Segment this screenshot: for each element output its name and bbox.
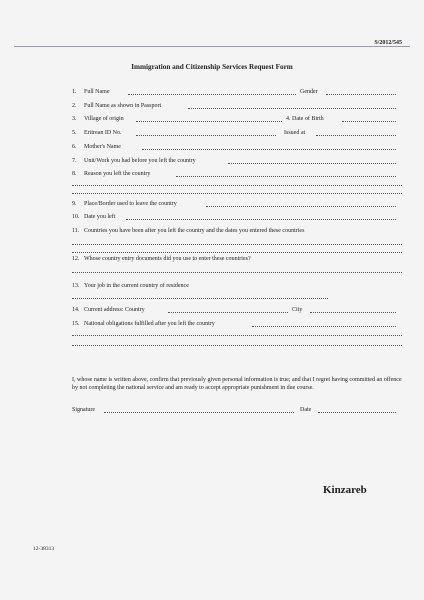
field-number: 1. [72,89,77,95]
field-label: Unit/Work you had before you left the country [84,158,196,164]
dob-label: 4. Date of Birth [286,116,324,122]
obligations-line-2[interactable] [72,330,402,336]
field-label: Current address: Country [84,307,145,313]
field-label: Whose country entry documents did you use to enter these countries? [84,256,251,262]
country-line[interactable] [168,307,288,313]
city-label: City [292,307,303,313]
field-number: 13. [72,283,80,289]
dob-line[interactable] [342,116,396,122]
field-number: 14. [72,307,80,313]
countries-line-1[interactable] [72,239,402,245]
city-line[interactable] [310,307,396,313]
field-number: 12. [72,256,80,262]
date-left-line[interactable] [126,214,396,220]
gender-line[interactable] [326,89,396,95]
mother-name-line[interactable] [142,144,396,150]
field-label: Eritrean ID No. [84,130,122,136]
countries-line-2[interactable] [72,247,402,253]
gender-label: Gender [300,89,318,95]
unit-work-line[interactable] [228,158,396,164]
field-number: 9. [72,201,77,207]
signature-line[interactable] [104,407,294,413]
field-number: 11. [72,228,80,234]
reason-line-1[interactable] [176,171,396,177]
field-label: National obligations fulfilled after you left the country [84,321,215,327]
footer-code: 12-38313 [33,546,55,552]
field-number: 5. [72,130,77,136]
entry-documents-line[interactable] [72,267,402,273]
reason-line-2[interactable] [72,180,402,186]
field-label: Countries you have been after you left the country and the dates you entered these countries [84,228,305,234]
field-number: 6. [72,144,77,150]
top-rule [14,46,410,47]
issued-at-label: Issued at [284,130,306,136]
field-number: 15. [72,321,80,327]
date-label: Date [300,407,312,413]
id-line[interactable] [136,130,276,136]
date-line[interactable] [318,407,396,413]
issued-at-line[interactable] [316,130,396,136]
reason-line-3[interactable] [72,188,402,194]
field-label: Your job in the current country of residence [84,283,189,289]
field-label: Full Name as shown in Passport [84,103,162,109]
stamp-name: Kinzareb [323,484,367,496]
field-label: Full Name [84,89,110,95]
field-label: Date you left [84,214,116,220]
field-label: Village of origin [84,116,124,122]
field-number: 8. [72,171,77,177]
field-label: Reason you left the country [84,171,151,177]
field-number: 2. [72,103,77,109]
current-job-line[interactable] [72,293,328,299]
place-border-line[interactable] [206,201,396,207]
field-number: 3. [72,116,77,122]
field-label: Mother's Name [84,144,121,150]
passport-name-line[interactable] [188,103,396,109]
signature-label: Signature [72,407,95,413]
village-line[interactable] [136,116,282,122]
full-name-line[interactable] [128,89,296,95]
field-number: 10. [72,214,80,220]
form-title: Immigration and Citizenship Services Request Form [131,63,293,71]
document-reference: S/2012/545 [374,40,402,46]
declaration-text: I, whose name is written above, confirm that previously given personal information is true; and that I regret having committed an offence by not completing the national service and am ready to accept appropriate punishment in due course. [72,377,402,392]
field-label: Place/Border used to leave the country [84,201,177,207]
field-number: 7. [72,158,77,164]
obligations-line-1[interactable] [252,321,396,327]
obligations-line-3[interactable] [72,340,402,346]
